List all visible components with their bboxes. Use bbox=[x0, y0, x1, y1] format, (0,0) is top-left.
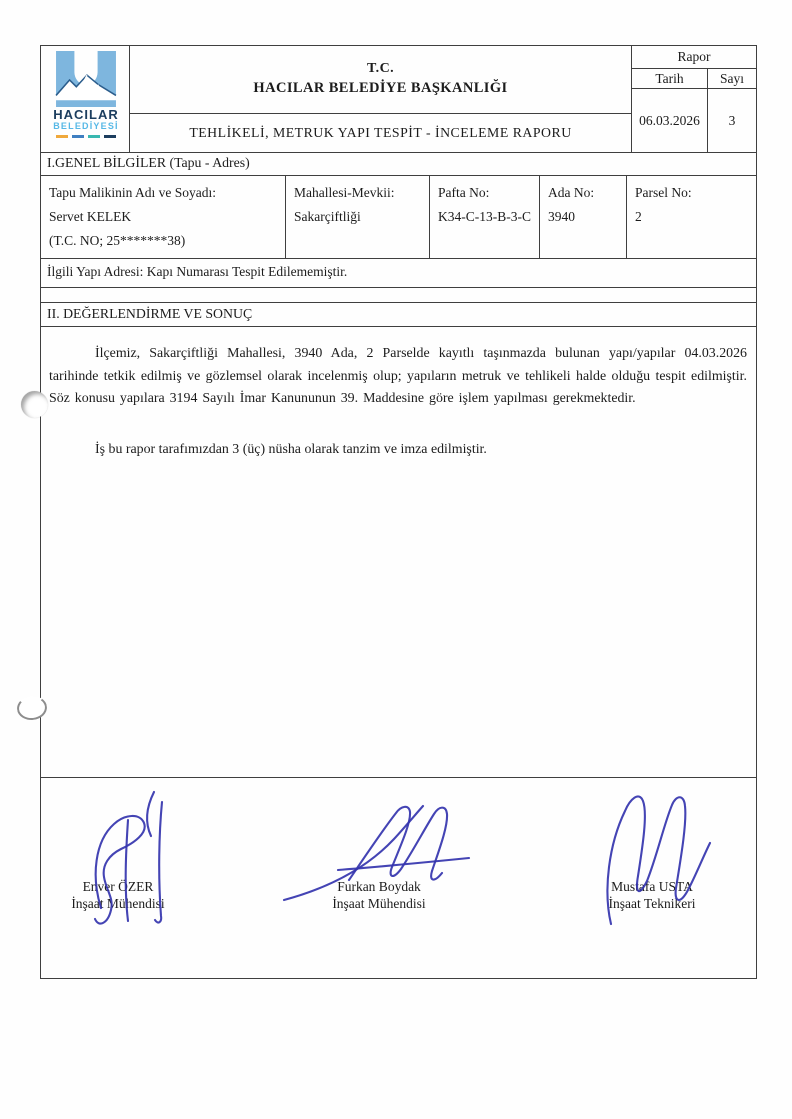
report-meta-header: Rapor bbox=[632, 46, 756, 69]
section2-body bbox=[41, 327, 756, 778]
owner-field bbox=[41, 176, 286, 258]
report-document-frame bbox=[40, 45, 757, 979]
country-abbrev: T.C. bbox=[366, 61, 394, 76]
logo-color-bars-icon bbox=[52, 135, 120, 138]
owner-name: Servet KELEK bbox=[49, 209, 132, 224]
owner-tc-no: (T.C. NO; 25*******38) bbox=[49, 233, 186, 248]
ada-label: Ada No: bbox=[548, 185, 595, 200]
section1-fields-row bbox=[41, 176, 756, 259]
castle-mountain-icon bbox=[55, 50, 117, 108]
ada-field bbox=[540, 176, 627, 258]
neighborhood-label: Mahallesi-Mevkii: bbox=[294, 185, 395, 200]
signer-name: Mustafa USTA bbox=[611, 879, 693, 894]
title-cell bbox=[130, 46, 632, 152]
report-number-label: Sayı bbox=[719, 71, 744, 86]
ada-value: 3940 bbox=[548, 209, 575, 224]
building-address-line: İlgili Yapı Adresi: Kapı Numarası Tespit Edilememiştir. bbox=[41, 259, 756, 288]
signer-name: Furkan Boydak bbox=[337, 879, 421, 894]
neighborhood-value: Sakarçiftliği bbox=[294, 209, 361, 224]
parsel-label: Parsel No: bbox=[635, 185, 692, 200]
signer-title: İnşaat Mühendisi bbox=[332, 896, 426, 911]
municipality-name: HACILAR BELEDİYE BAŞKANLIĞI bbox=[253, 80, 508, 96]
pafta-field bbox=[430, 176, 540, 258]
report-meta-table bbox=[632, 46, 756, 152]
pafta-label: Pafta No: bbox=[438, 185, 490, 200]
signer-name: Enver ÖZER bbox=[82, 879, 154, 894]
parsel-field bbox=[627, 176, 756, 258]
logo-subname-text: BELEDİYESİ bbox=[53, 121, 119, 131]
hole-punch-mark bbox=[21, 391, 48, 418]
signature-area bbox=[41, 778, 756, 978]
signature-block-3 bbox=[567, 878, 737, 912]
section2-title: II. DEĞERLENDİRME VE SONUÇ bbox=[41, 302, 756, 327]
report-title: TEHLİKELİ, METRUK YAPI TESPİT - İNCELEME RAPORU bbox=[130, 113, 631, 152]
signature-block-2 bbox=[294, 878, 464, 912]
section1-title: I.GENEL BİLGİLER (Tapu - Adres) bbox=[41, 153, 756, 176]
signer-title: İnşaat Teknikeri bbox=[608, 896, 696, 911]
pafta-value: K34-C-13-B-3-C bbox=[438, 209, 531, 224]
owner-label: Tapu Malikinin Adı ve Soyadı: bbox=[49, 185, 217, 200]
signer-title: İnşaat Mühendisi bbox=[71, 896, 165, 911]
report-header bbox=[41, 46, 756, 153]
logo-name-text: HACILAR bbox=[53, 107, 119, 122]
neighborhood-field bbox=[286, 176, 430, 258]
municipality-logo bbox=[52, 50, 120, 138]
report-date-label: Tarih bbox=[632, 69, 708, 88]
report-date-value: 06.03.2026 bbox=[632, 89, 708, 152]
closing-paragraph: İş bu rapor tarafımızdan 3 (üç) nüsha olarak tanzim ve imza edilmiştir. bbox=[95, 442, 487, 457]
parsel-value: 2 bbox=[635, 209, 642, 224]
signature-block-1 bbox=[33, 878, 203, 912]
report-number-value: 3 bbox=[728, 112, 736, 128]
assessment-paragraph: İlçemiz, Sakarçiftliği Mahallesi, 3940 Ada, 2 Parselde kayıtlı taşınmazda bulunan yapı/yapılar 04.03.2026 tarihinde tetkik edilmiş ve gözlemsel olarak incelenmiş olup; yapıların metruk ve tehlikeli halde olduğu tespit edilmiştir. Söz konusu yapılara 3194 Sayılı İmar Kanununun 39. Maddesine göre işlem yapılması gerekmektedir. bbox=[49, 346, 747, 407]
municipality-logo-cell bbox=[41, 46, 130, 152]
